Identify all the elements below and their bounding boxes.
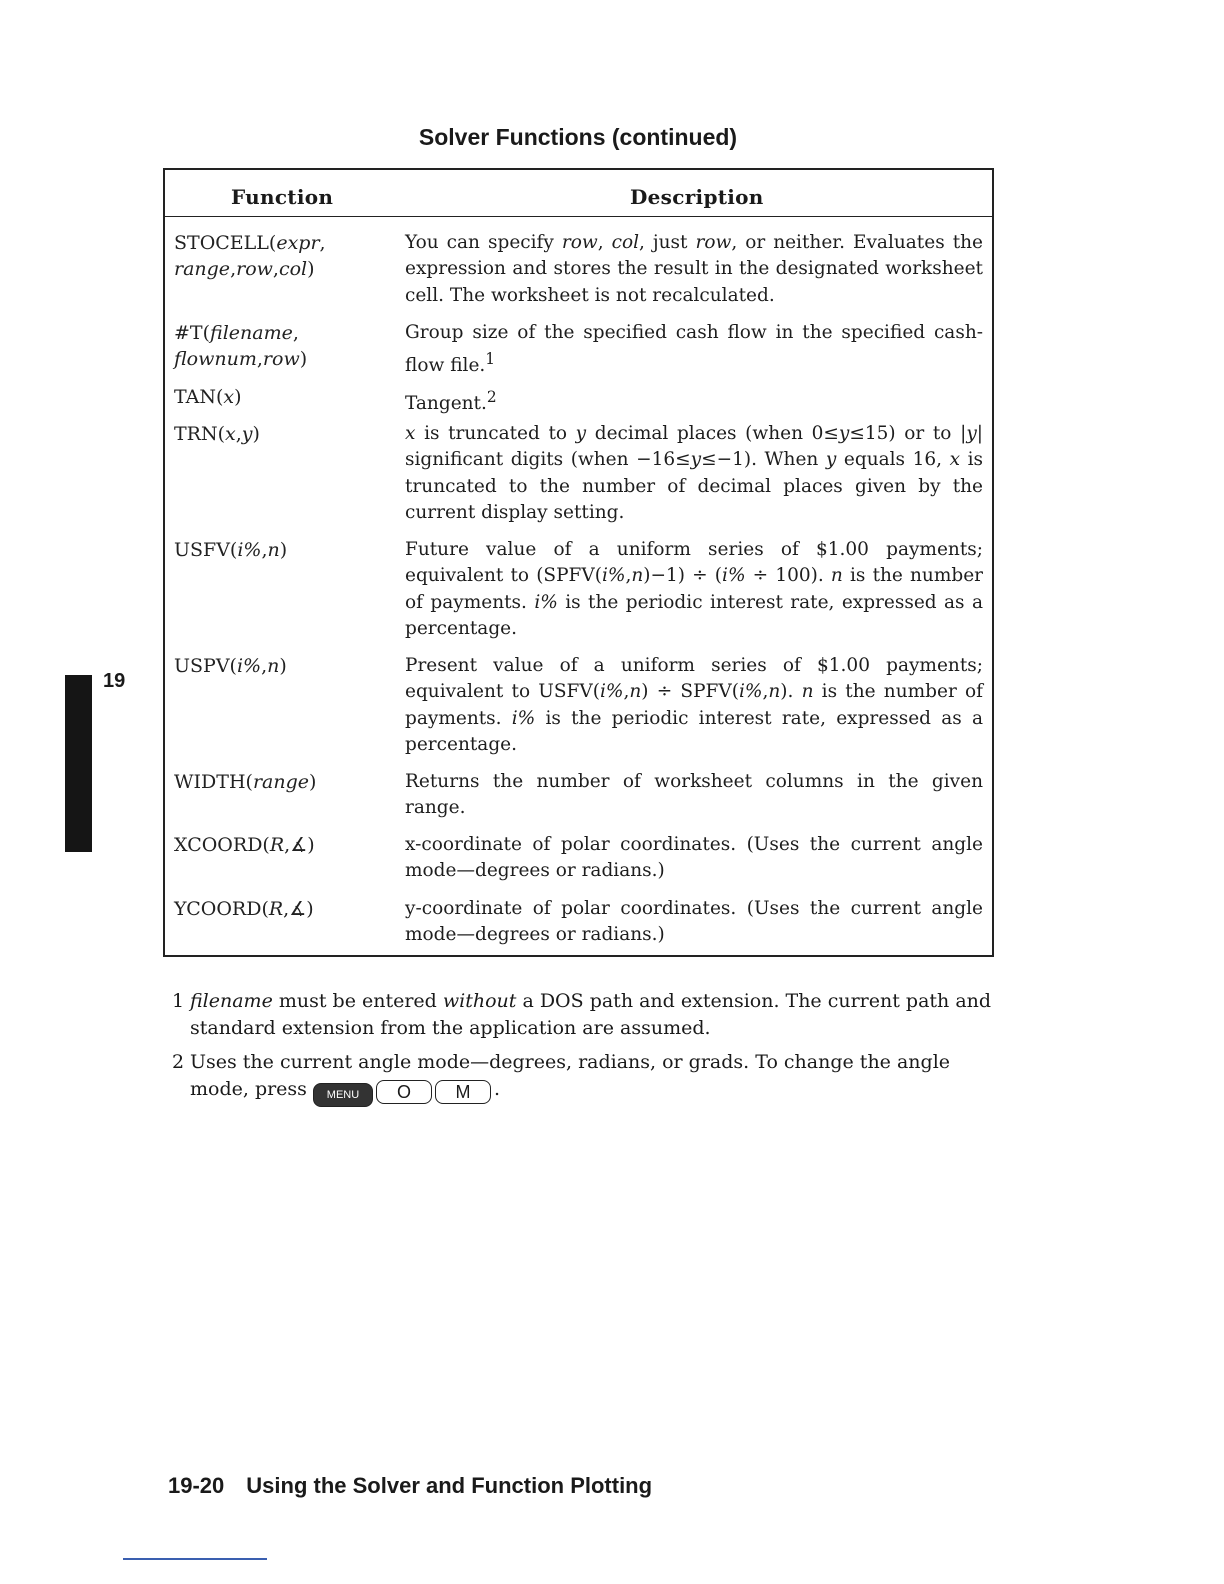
table-header: [165, 170, 992, 217]
function-description: You can specify row, col, just row, or neither. Evaluates the expression and stores the result in the designated worksheet cell. The worksheet is not recalculated.: [405, 232, 983, 306]
footnote-text: filename must be entered without a DOS path and extension. The current path and standard extension from the application are assumed.: [190, 990, 992, 1039]
page-title: Solver Functions (continued): [418, 124, 738, 150]
function-description: Tangent.$^2$: [405, 388, 497, 415]
function-description: Present value of a uniform series of $1.00 payments; equivalent to USFV(i%,n) ÷ SPFV(i%,n). n is the number of payments. i% is the periodic interest rate, expressed as a percentage.: [405, 655, 983, 756]
function-description: Group size of the specified cash flow in the specified cash-flow file.$^1$: [405, 322, 983, 377]
chapter-tab-bar: [65, 675, 92, 852]
function-description: x-coordinate of polar coordinates. (Uses the current angle mode—degrees or radians.): [405, 834, 983, 882]
keycap-menu: MENU: [313, 1083, 373, 1107]
function-description: y-coordinate of polar coordinates. (Uses the current angle mode—degrees or radians.): [405, 898, 983, 946]
function-name: STOCELL(expr, range,row,col): [174, 232, 326, 280]
keycap-m: M: [435, 1080, 491, 1104]
footnote: [172, 1049, 992, 1107]
footnote-text: Uses the current angle mode—degrees, radians, or grads. To change the angle mode, press MENU O M .: [190, 1051, 950, 1100]
function-name: XCOORD(R,∡): [174, 834, 315, 856]
function-name: YCOORD(R,∡): [174, 898, 314, 920]
bottom-rule: [123, 1558, 267, 1560]
footnote-number: 1: [172, 990, 185, 1012]
function-description: Future value of a uniform series of $1.00 payments; equivalent to (SPFV(i%,n)−1) ÷ (i% ÷ 100). n is the number of payments. i% is the periodic interest rate, expressed as a percentage.: [405, 539, 984, 640]
function-name: TAN(x): [174, 386, 242, 408]
header-description: Description: [630, 185, 764, 209]
function-name: TRN(x,y): [174, 423, 260, 445]
solver-functions-table: [163, 168, 994, 957]
footnote-number: 2: [172, 1051, 185, 1073]
section-title: Using the Solver and Function Plotting: [246, 1473, 653, 1498]
function-name: USFV(i%,n): [174, 539, 288, 561]
header-function: Function: [231, 185, 334, 209]
function-name: USPV(i%,n): [174, 655, 287, 677]
footnote: [172, 988, 992, 1042]
function-name: #T(filename, flownum,row): [174, 322, 308, 370]
page-number: 19-20: [168, 1473, 225, 1498]
function-description: Returns the number of worksheet columns in the given range.: [405, 771, 983, 819]
function-name: WIDTH(range): [174, 771, 317, 793]
page-footer: [168, 1473, 652, 1499]
footnotes: [172, 988, 992, 1114]
function-description: x is truncated to y decimal places (when 0≤y≤15) or to |y| significant digits (when −16≤y≤−1). When y equals 16, x is truncated to the number of decimal places given by the current display setting.: [405, 423, 983, 524]
keycap-o: O: [376, 1080, 432, 1104]
chapter-tab-number: 19: [103, 670, 126, 692]
